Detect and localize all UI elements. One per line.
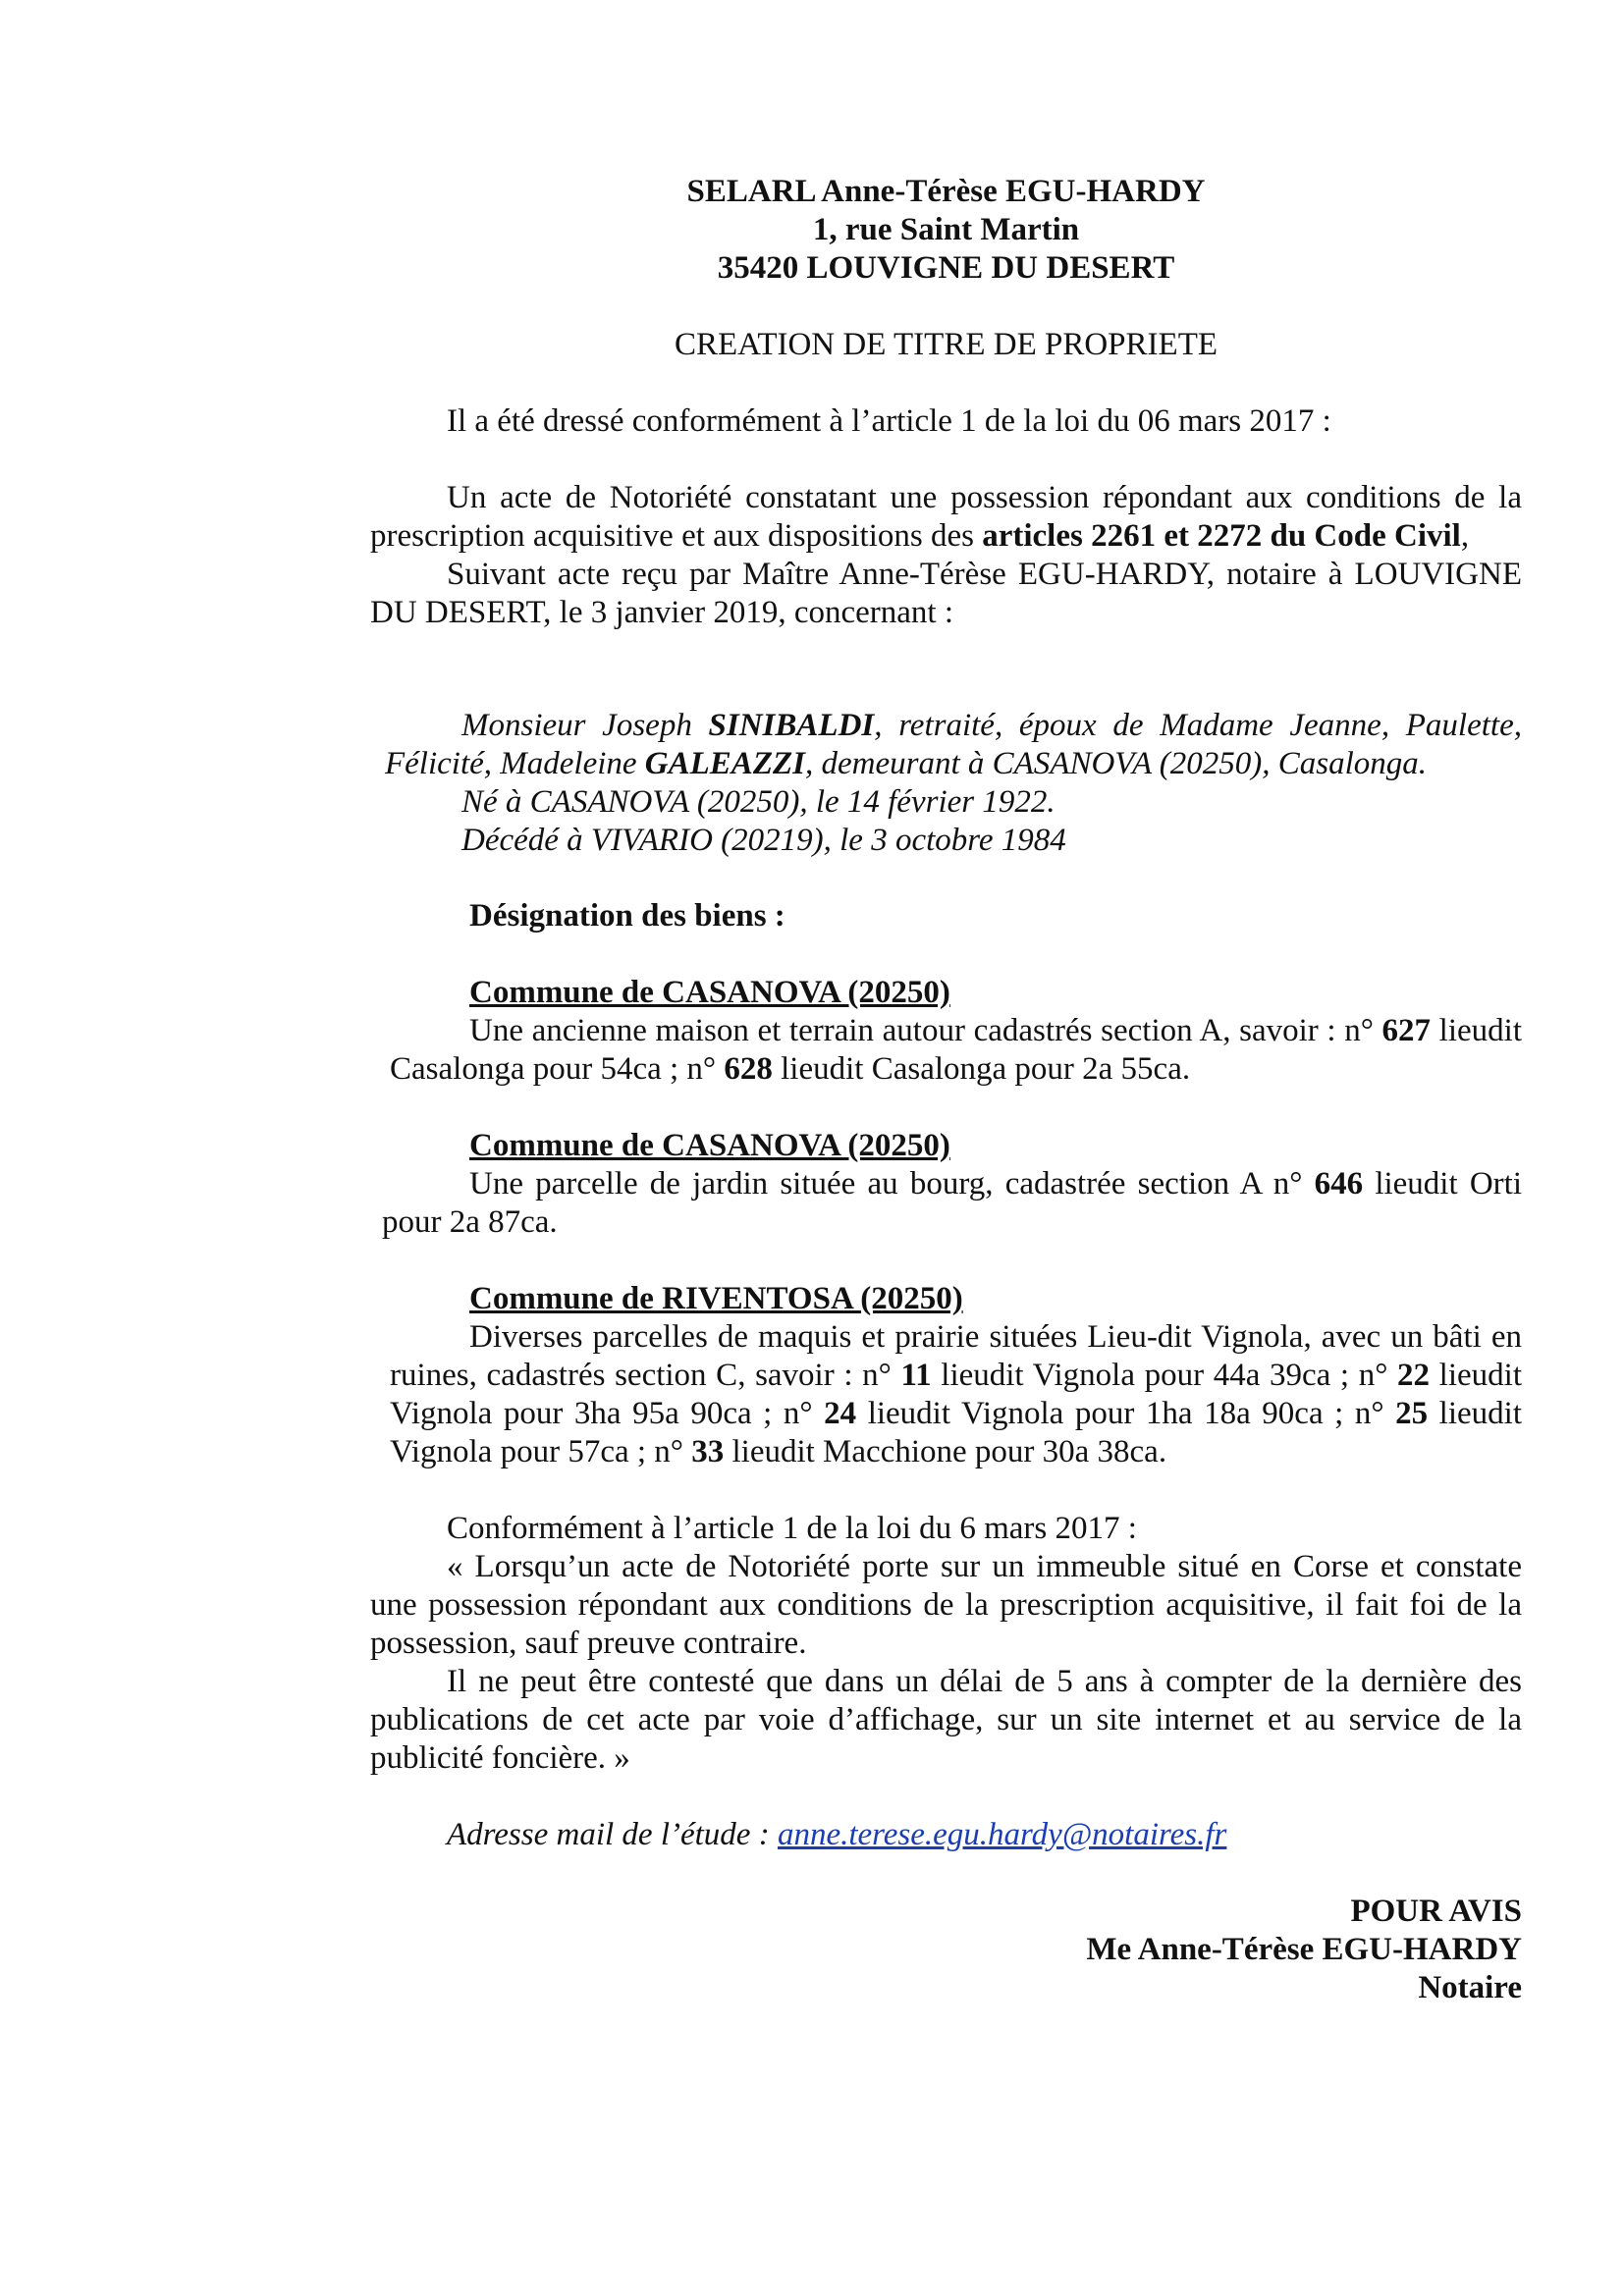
acte-paragraph-2: Suivant acte reçu par Maître Anne-Térèse EGU-HARDY, notaire à LOUVIGNE DU DESERT, le 3 janvier 2019, concernant : <box>370 557 1522 630</box>
email-link[interactable]: anne.terese.egu.hardy@notaires.fr <box>777 1817 1227 1852</box>
parcel-text: lieudit Vignola pour 1ha 18a 90ca ; n° <box>856 1396 1396 1431</box>
office-name: SELARL Anne-Térèse EGU-HARDY <box>686 174 1206 209</box>
parcel-number: 628 <box>724 1051 773 1087</box>
parcel-text: Une parcelle de jardin située au bourg, cadastrée section A n° <box>469 1166 1315 1201</box>
commune-3-text <box>390 1318 1522 1471</box>
commune-1-name <box>390 974 1522 1012</box>
parcel-text: lieudit Orti pour 2a 87ca. <box>382 1166 1522 1240</box>
commune-1 <box>390 974 1522 1089</box>
code-civil-articles: articles 2261 et 2272 du Code Civil <box>982 518 1461 554</box>
email-line <box>447 1816 1522 1854</box>
parcel-text: lieudit Vignola pour 44a 39ca ; n° <box>931 1358 1398 1393</box>
legal-intro: Conformément à l’article 1 de la loi du 6 mars 2017 : <box>447 1511 1137 1546</box>
commune-2-name <box>382 1127 1522 1165</box>
parcel-number: 25 <box>1395 1396 1429 1431</box>
parcel-text: lieudit Casalonga pour 54ca ; n° <box>390 1013 1522 1087</box>
parcel-text: lieudit Macchione pour 30a 38ca. <box>724 1434 1167 1469</box>
parcel-text: lieudit Vignola pour 57ca ; n° <box>390 1396 1522 1469</box>
parcel-text: Diverses parcelles de maquis et prairie situées Lieu-dit Vignola, avec un bâti en ruines, cadastrés section C, savoir : n° <box>390 1319 1522 1393</box>
acte-section <box>370 479 1522 632</box>
commune-3-name <box>390 1280 1522 1318</box>
commune-1-text <box>390 1012 1522 1089</box>
parcel-number: 33 <box>691 1434 725 1469</box>
person-surname: SINIBALDI <box>708 708 875 743</box>
parcel-number: 24 <box>824 1396 857 1431</box>
legal-quote-2: Il ne peut être contesté que dans un délai de 5 ans à compter de la dernière des publications de cet acte par voie d’affichage, sur un site internet et au service de la publicité foncière. » <box>370 1664 1522 1776</box>
office-street: 1, rue Saint Martin <box>812 212 1080 247</box>
legal-section <box>370 1510 1522 1778</box>
commune-2 <box>382 1127 1522 1242</box>
commune-2-text <box>382 1165 1522 1242</box>
parcel-text: lieudit Casalonga pour 2a 55ca. <box>772 1051 1191 1087</box>
person-death: Décédé à VIVARIO (20219), le 3 octobre 1984 <box>461 823 1066 858</box>
office-city: 35420 LOUVIGNE DU DESERT <box>717 250 1175 286</box>
acte-paragraph-1 <box>370 479 1522 556</box>
legal-quote-1: « Lorsqu’un acte de Notoriété porte sur un immeuble situé en Corse et constate une possession répondant aux conditions de la prescription acquisitive, il fait foi de la possession, sauf preuve contraire. <box>370 1549 1522 1661</box>
parcel-number: 11 <box>900 1358 932 1393</box>
acte-text: Un acte de Notoriété constatant une possession répondant aux conditions de la prescription acquisitive et aux dispositions des <box>370 480 1522 554</box>
parcel-number: 22 <box>1397 1358 1431 1393</box>
spouse-surname: GALEAZZI <box>644 746 805 781</box>
notary-title: Notaire <box>1418 1970 1522 2005</box>
document-title: CREATION DE TITRE DE PROPRIETE <box>674 327 1218 362</box>
designation-title: Désignation des biens : <box>469 898 785 934</box>
person-title: Monsieur Joseph <box>461 708 709 743</box>
parcel-number: 646 <box>1314 1166 1364 1201</box>
pour-avis: POUR AVIS <box>1350 1894 1522 1929</box>
commune-3 <box>390 1280 1522 1471</box>
parcel-number: 627 <box>1381 1013 1432 1048</box>
email-label: Adresse mail de l’étude : <box>447 1817 778 1852</box>
intro-line: Il a été dressé conformément à l’article 1 de la loi du 06 mars 2017 : <box>447 403 1331 439</box>
notary-name: Me Anne-Térèse EGU-HARDY <box>1086 1932 1522 1967</box>
commune-name: Commune de CASANOVA (20250) <box>469 975 950 1010</box>
signature-block <box>370 1893 1522 2007</box>
person-details: , retraité, époux de Madame Jeanne, Paulette, Félicité, Madeleine <box>385 708 1522 781</box>
person-address: , demeurant à CASANOVA (20250), Casalonga. <box>804 746 1428 781</box>
commune-name: Commune de CASANOVA (20250) <box>469 1128 950 1163</box>
acte-punct: , <box>1460 518 1470 554</box>
parcel-text: Une ancienne maison et terrain autour cadastrés section A, savoir : n° <box>469 1013 1382 1048</box>
office-header <box>370 173 1522 288</box>
person-birth: Né à CASANOVA (20250), le 14 février 1922. <box>461 784 1056 820</box>
parcel-text: lieudit Vignola pour 3ha 95a 90ca ; n° <box>390 1358 1522 1431</box>
commune-name: Commune de RIVENTOSA (20250) <box>469 1281 963 1316</box>
person-section <box>385 707 1522 860</box>
person-identity <box>385 707 1522 783</box>
